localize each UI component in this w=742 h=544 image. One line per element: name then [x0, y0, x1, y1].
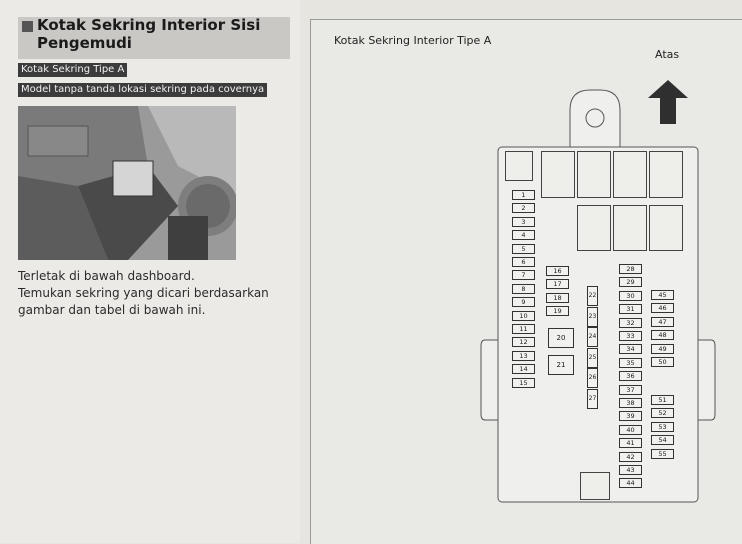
- relay-slot: [505, 151, 533, 181]
- relay-slot: [613, 205, 647, 251]
- fuse-42: 42: [619, 452, 642, 462]
- fuse-13: 13: [512, 351, 535, 361]
- fuse-17: 17: [546, 279, 569, 289]
- relay-slot: [613, 151, 647, 198]
- fuse-28: 28: [619, 264, 642, 274]
- fuse-14: 14: [512, 364, 535, 374]
- fuse-50: 50: [651, 357, 674, 367]
- fuse-31: 31: [619, 304, 642, 314]
- fuse-32: 32: [619, 318, 642, 328]
- desc-line-1: Terletak di bawah dashboard.: [18, 269, 195, 283]
- fuse-51: 51: [651, 395, 674, 405]
- relay-slot: [541, 151, 575, 198]
- up-arrow-icon: [648, 80, 688, 124]
- fuse-33: 33: [619, 331, 642, 341]
- fuse-25: 25: [587, 348, 598, 368]
- section-title-line2: Pengemudi: [37, 34, 132, 52]
- fuse-39: 39: [619, 411, 642, 421]
- fuse-38: 38: [619, 398, 642, 408]
- fuse-9: 9: [512, 297, 535, 307]
- fuse-34: 34: [619, 344, 642, 354]
- fuse-36: 36: [619, 371, 642, 381]
- fuse-4: 4: [512, 230, 535, 240]
- fuse-2: 2: [512, 203, 535, 213]
- diagram-title: Kotak Sekring Interior Tipe A: [334, 34, 492, 47]
- fuse-30: 30: [619, 291, 642, 301]
- fuse-54: 54: [651, 435, 674, 445]
- fuse-29: 29: [619, 277, 642, 287]
- model-label: Model tanpa tanda lokasi sekring pada covernya: [18, 83, 267, 97]
- fuse-24: 24: [587, 327, 598, 347]
- fuse-18: 18: [546, 293, 569, 303]
- desc-line-2: Temukan sekring yang dicari berdasarkan: [18, 286, 269, 300]
- fuse-37: 37: [619, 385, 642, 395]
- fuse-52: 52: [651, 408, 674, 418]
- fuse-5: 5: [512, 244, 535, 254]
- relay-slot: [580, 472, 610, 500]
- relay-slot: [649, 205, 683, 251]
- fuse-15: 15: [512, 378, 535, 388]
- section-title-line1: Kotak Sekring Interior Sisi: [37, 16, 261, 34]
- fuse-20: 20: [548, 328, 574, 348]
- fuse-46: 46: [651, 303, 674, 313]
- fuse-53: 53: [651, 422, 674, 432]
- fuse-26: 26: [587, 368, 598, 388]
- fuse-16: 16: [546, 266, 569, 276]
- fuse-12: 12: [512, 337, 535, 347]
- fuse-45: 45: [651, 290, 674, 300]
- fuse-11: 11: [512, 324, 535, 334]
- desc-line-3: gambar dan tabel di bawah ini.: [18, 303, 206, 317]
- fuse-49: 49: [651, 344, 674, 354]
- fuse-47: 47: [651, 317, 674, 327]
- fuse-44: 44: [619, 478, 642, 488]
- fuse-7: 7: [512, 270, 535, 280]
- fuse-41: 41: [619, 438, 642, 448]
- fuse-3: 3: [512, 217, 535, 227]
- fuse-35: 35: [619, 358, 642, 368]
- fuse-27: 27: [587, 389, 598, 409]
- relay-slot: [577, 151, 611, 198]
- fuse-6: 6: [512, 257, 535, 267]
- fuse-1: 1: [512, 190, 535, 200]
- fuse-40: 40: [619, 425, 642, 435]
- fuse-23: 23: [587, 307, 598, 327]
- relay-slot: [577, 205, 611, 251]
- fuse-19: 19: [546, 306, 569, 316]
- fuse-8: 8: [512, 284, 535, 294]
- type-label: Kotak Sekring Tipe A: [18, 63, 127, 77]
- relay-slot: [649, 151, 683, 198]
- fuse-55: 55: [651, 449, 674, 459]
- fuse-10: 10: [512, 311, 535, 321]
- fuse-48: 48: [651, 330, 674, 340]
- up-label: Atas: [655, 48, 680, 61]
- fuse-43: 43: [619, 465, 642, 475]
- fuse-21: 21: [548, 355, 574, 375]
- fuse-22: 22: [587, 286, 598, 306]
